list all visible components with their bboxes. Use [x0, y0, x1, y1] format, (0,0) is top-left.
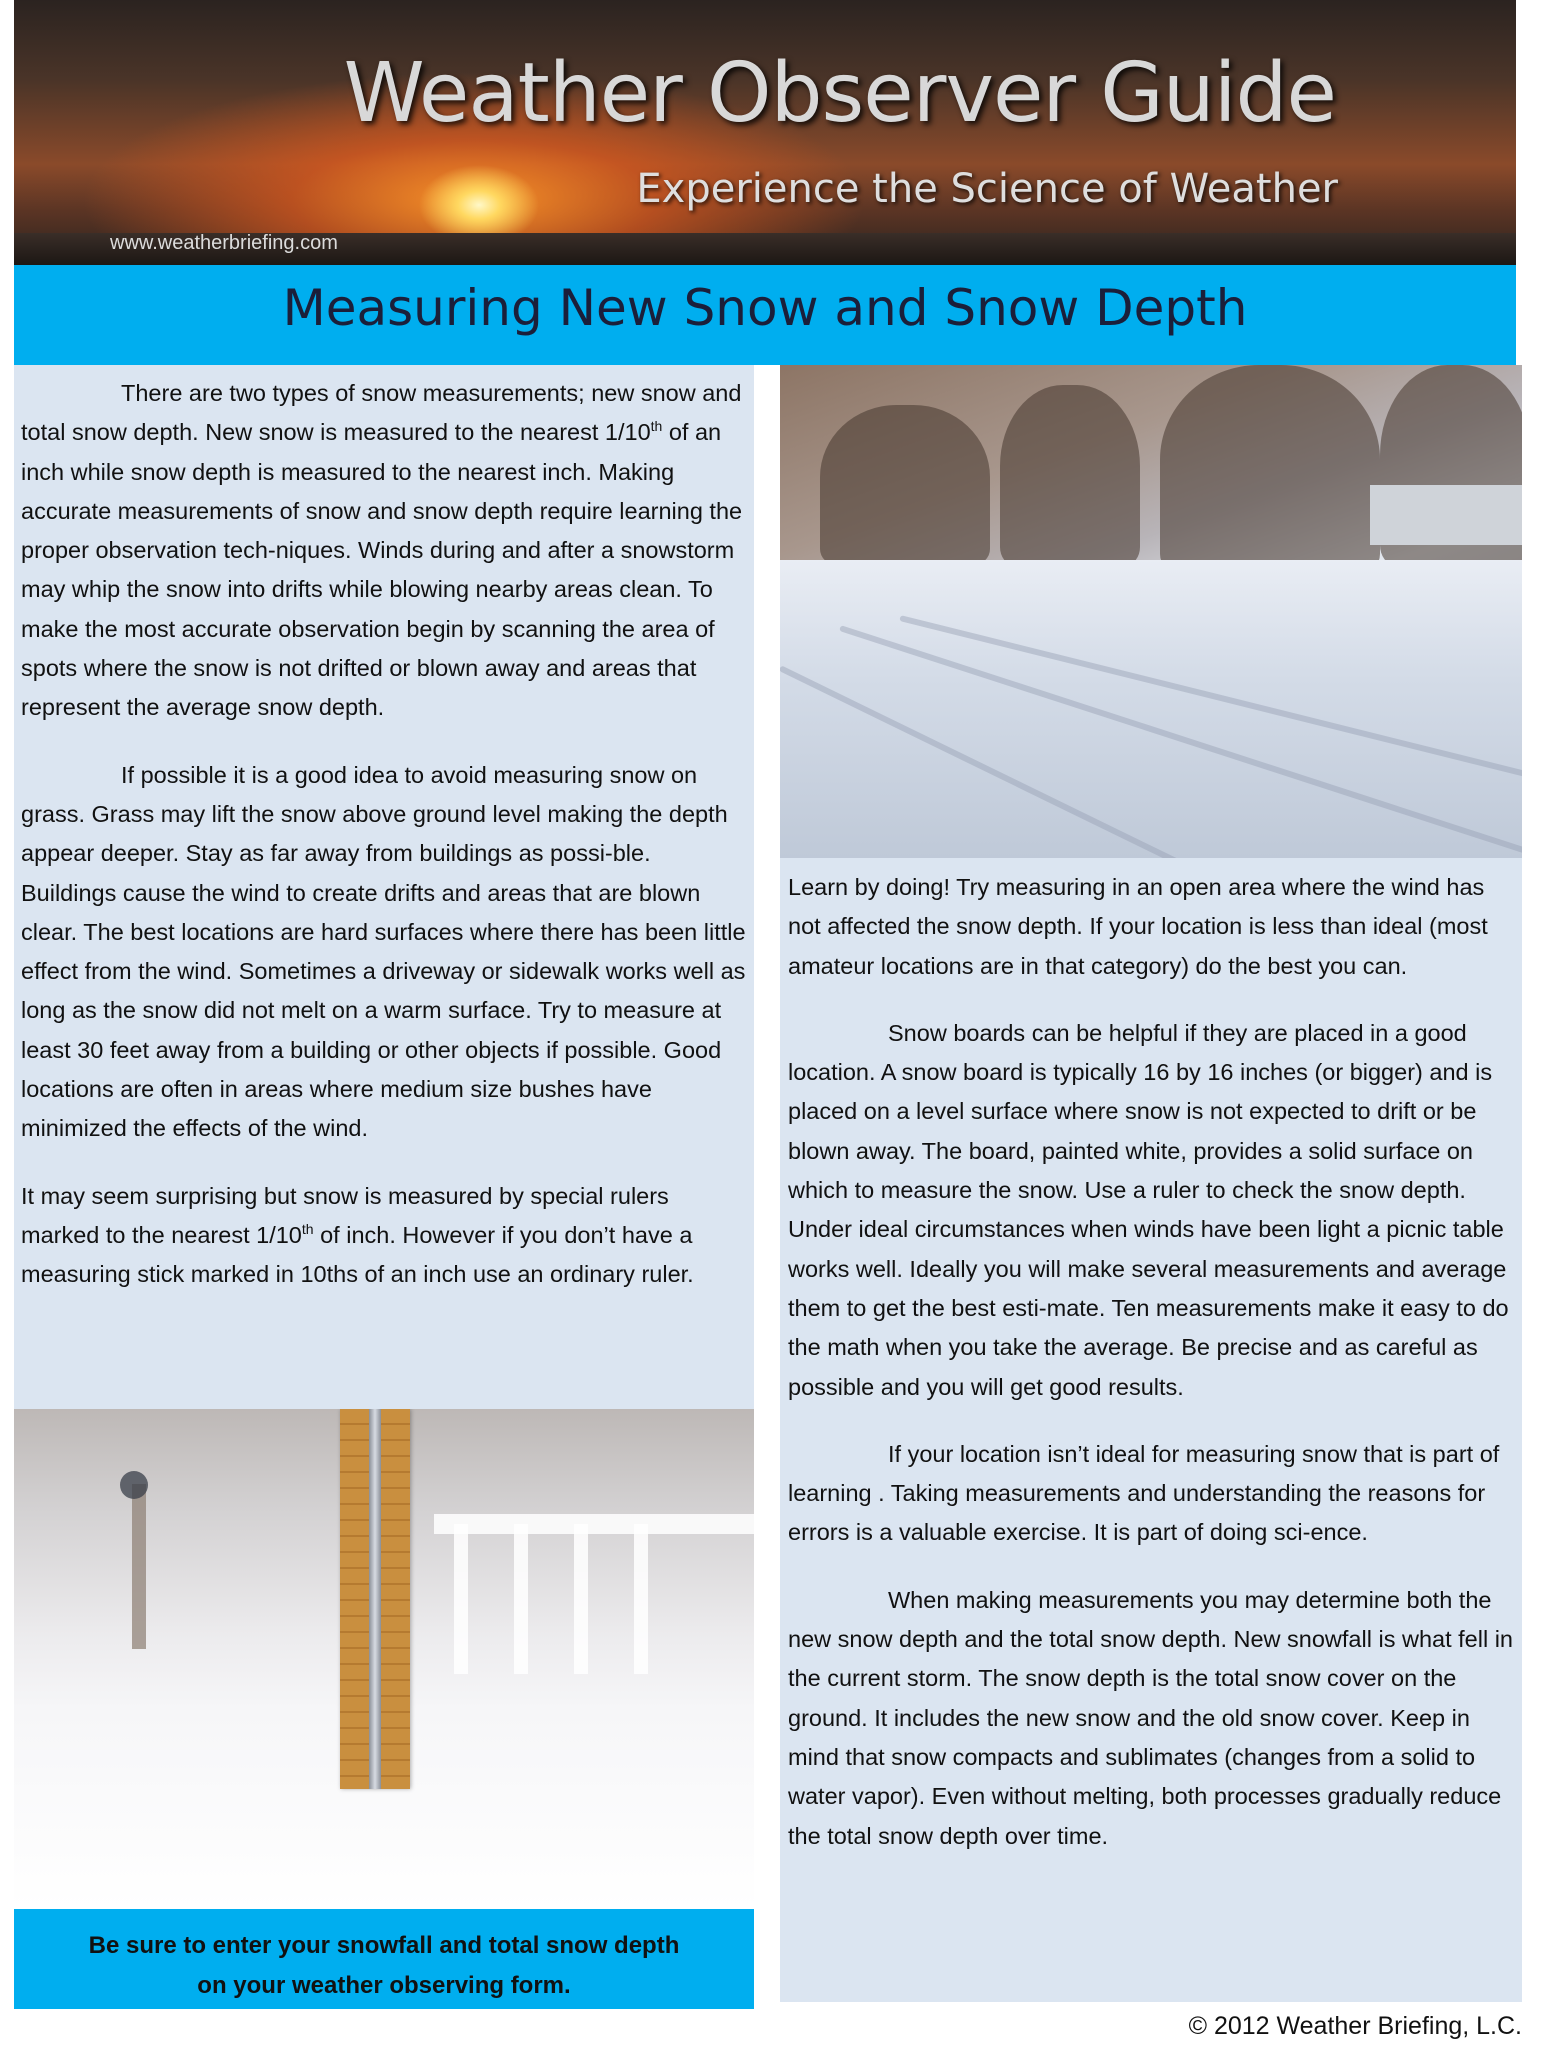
fence-post — [454, 1524, 468, 1674]
paragraph-text: It may seem surprising but snow is measured by special rulers marked to the nearest 1/10 — [21, 1182, 669, 1248]
paragraph-snow-types — [21, 374, 749, 728]
right-column-text — [788, 868, 1516, 1884]
page-heading: Measuring New Snow and Snow Depth — [282, 279, 1248, 337]
banner-title: Weather Observer Guide — [343, 46, 1336, 141]
banner-subtitle: Experience the Science of Weather — [636, 166, 1338, 212]
snow-ruler-photo — [14, 1409, 754, 1909]
paragraph-snow-boards: Snow boards can be helpful if they are placed in a good location. A snow board is typically 16 by 16 inches (or bigger) and is placed on a level surface where snow is not expected to drift or be blown away. The board, painted white, provides a solid surface on which to measure the snow. Use a ruler to check the snow depth. Under ideal circumstances when winds have been light a picnic table works well. Ideally you will make several measurements and average them to get the best esti-mate. Ten measurements make it easy to do the math when you take the average. Be precise and as careful as possible and you will get good results. — [788, 1019, 1509, 1400]
reminder-band — [14, 1909, 754, 2009]
reminder-line-1: Be sure to enter your snowfall and total snow depth — [88, 1932, 680, 1959]
paragraph-avoid-grass: If possible it is a good idea to avoid measuring snow on grass. Grass may lift the snow above ground level making the depth appear deeper. Stay as far away from buildings as possi-ble. Buildings cause the wind to create drifts and areas that are blown clear. The best locations are hard surfaces where there has been little effect from the wind. Sometimes a driveway or sidewalk works well as long as the snow did not melt on a warm surface. Try to measure at least 30 feet away from a building or other objects if possible. Good locations are often in areas where medium size bushes have minimized the effects of the wind. — [21, 761, 746, 1142]
superscript: th — [650, 418, 663, 435]
fence-post — [514, 1524, 528, 1674]
paragraph-learn-by-doing: Learn by doing! Try measuring in an open area where the wind has not affected the snow depth. If your location is less than ideal (most amateur locations are in that category) do the best you can. — [788, 874, 1488, 979]
left-column-text — [21, 374, 749, 1323]
paragraph-text: There are two types of snow measurements; new snow and total snow depth. New snow is measured to the nearest 1/10 — [21, 380, 742, 446]
reminder-text — [14, 1926, 754, 2006]
tree-shape — [1160, 365, 1380, 575]
tree-shape — [820, 405, 990, 565]
paragraph-text: of an inch while snow depth is measured to the nearest inch. Making accurate measurements of snow and snow depth require learning the proper observation tech-niques. Winds during and after a snowstorm may whip the snow into drifts while blowing nearby areas clean. To make the most accurate observation begin by scanning the area of spots where the snow is not drifted or blown away and areas that represent the average snow depth. — [21, 419, 743, 721]
copyright-notice: © 2012 Weather Briefing, L.C. — [1188, 2012, 1522, 2040]
ruler-metal-strip — [369, 1409, 381, 1789]
fence-post — [634, 1524, 648, 1674]
fence-rail — [434, 1514, 754, 1534]
header-banner — [14, 0, 1516, 265]
snowy-street-photo — [780, 365, 1522, 858]
banner-url: www.weatherbriefing.com — [110, 232, 338, 254]
paragraph-text: of inch. However if you don’t have a measuring stick marked in 10ths of an inch use an ordinary ruler. — [21, 1221, 694, 1288]
measuring-ruler — [340, 1409, 410, 1789]
heading-band — [14, 265, 1516, 365]
background-post — [132, 1484, 146, 1649]
paragraph-new-vs-total: When making measurements you may determine both the new snow depth and the total snow depth. New snowfall is what fell in the current storm. The snow depth is the total snow cover on the ground. It includes the new snow and the old snow cover. Keep in mind that snow compacts and sublimates (changes from a solid to water vapor). Even without melting, both processes gradually reduce the total snow depth over time. — [788, 1586, 1514, 1849]
reminder-line-2: on your weather observing form. — [197, 1972, 571, 1999]
house-shape — [1370, 485, 1522, 545]
background-bird-feeder — [120, 1471, 148, 1499]
tree-shape — [1000, 385, 1140, 565]
paragraph-location: If your location isn’t ideal for measuring snow that is part of learning . Taking measurements and understanding the reasons for errors is a valuable exercise. It is part of doing sci-ence. — [788, 1440, 1500, 1546]
fence-post — [574, 1524, 588, 1674]
paragraph-rulers — [21, 1177, 749, 1295]
superscript: th — [301, 1221, 314, 1238]
